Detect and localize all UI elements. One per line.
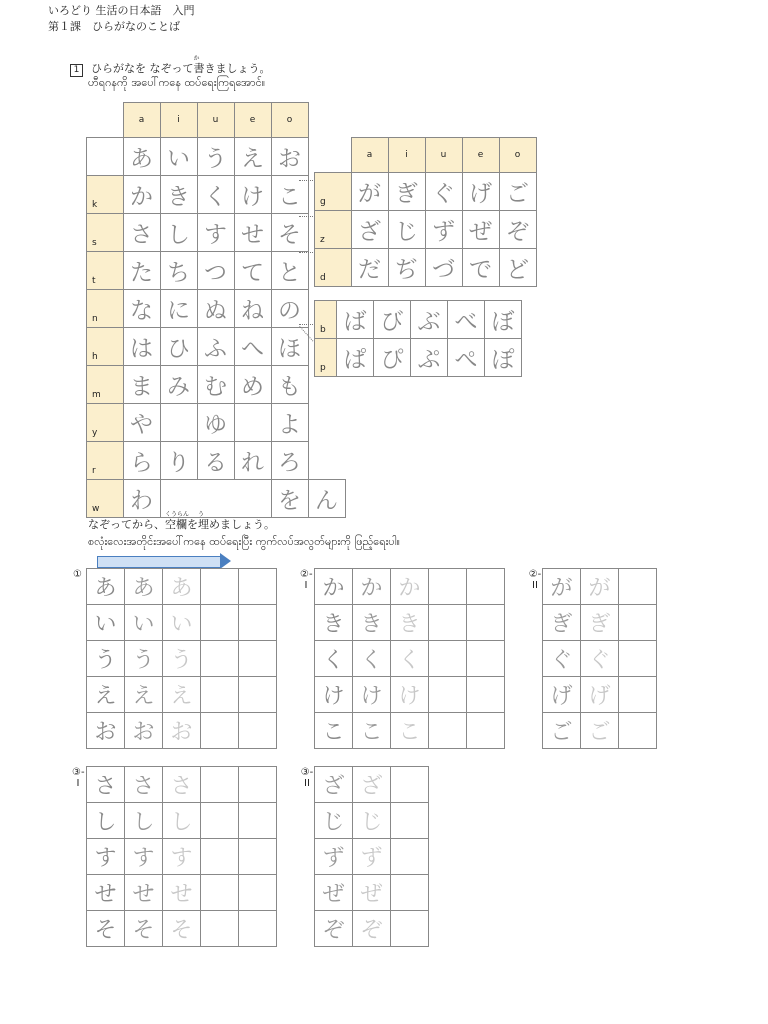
trace-cell: え [125,677,163,713]
kana-cell: ば [337,301,374,339]
trace-cell: か [353,569,391,605]
vowel-header-e: e [234,103,271,138]
blank-practice-cell [201,569,239,605]
kanji-text: 埋 [198,518,209,531]
kana-cell: ふ [197,327,234,365]
kana-cell: を [271,479,308,517]
blank-practice-cell [391,875,429,911]
kana-cell: び [374,301,411,339]
trace-cell: し [125,803,163,839]
blank-practice-cell [201,605,239,641]
kanji-text: 空欄 [165,518,187,531]
kana-cell: く [197,175,234,213]
kana-cell: る [197,441,234,479]
ruby-text: う [198,511,205,518]
main-row-label: r [87,441,124,479]
vowel-header-u: u [197,103,234,138]
instruction-2-my: စလုံးလေးအတိုင်းအပေါ်ကနေ ထပ်ရေးပြီး ကွက်လပ်အလွတ်များကို ဖြည့်ရေးပါ။ [88,535,400,548]
trace-cell: が [543,569,581,605]
trace-cell: じ [315,803,353,839]
blank-practice-cell [619,605,657,641]
blank-practice-cell [201,713,239,749]
ruby-kanji [165,511,190,531]
kana-cell: こ [271,175,308,213]
trace-cell: ぎ [543,605,581,641]
trace-cell: い [87,605,125,641]
corner-cell [315,138,352,173]
kana-cell: ざ [351,210,388,248]
kana-cell: で [462,248,499,286]
empty-cell [160,403,197,441]
main-row-label: w [87,479,124,517]
blank-practice-cell [391,911,429,947]
trace-cell: う [125,641,163,677]
trace-cell: ご [581,713,619,749]
vowel-header-a: a [123,103,160,138]
kana-cell: も [271,365,308,403]
trace-cell: さ [87,767,125,803]
kana-cell: の [271,289,308,327]
vowel-header-o: o [499,138,536,173]
blank-practice-cell [391,803,429,839]
main-row-label: k [87,175,124,213]
kana-cell: め [234,365,271,403]
blank-practice-cell [239,569,277,605]
blank-practice-cell [239,803,277,839]
kana-cell: ぐ [425,172,462,210]
trace-cell: こ [391,713,429,749]
blank-practice-cell [201,839,239,875]
vowel-header-i: i [388,138,425,173]
trace-cell: あ [125,569,163,605]
kana-cell: ぬ [197,289,234,327]
blank-practice-cell [201,803,239,839]
blank-practice-cell [467,641,505,677]
hiragana-main-table [86,102,346,518]
trace-cell: う [163,641,201,677]
trace-cell: そ [163,911,201,947]
kana-cell: ぢ [388,248,425,286]
practice-grid-3-2 [314,766,429,947]
blank-practice-cell [239,677,277,713]
trace-cell: お [87,713,125,749]
trace-cell: ぜ [315,875,353,911]
kana-cell: は [123,327,160,365]
trace-cell: げ [581,677,619,713]
trace-cell: ぎ [581,605,619,641]
empty-cell [234,403,271,441]
kana-cell: え [234,137,271,175]
main-row-label: n [87,289,124,327]
trace-cell: こ [315,713,353,749]
practice-label-2-2: ②-II [528,569,542,591]
main-row-label: s [87,213,124,251]
trace-cell: ぐ [581,641,619,677]
blank-practice-cell [201,875,239,911]
practice-grid-1 [86,568,277,749]
kana-cell: か [123,175,160,213]
kana-cell: れ [234,441,271,479]
trace-cell: ず [353,839,391,875]
trace-cell: ぐ [543,641,581,677]
kana-cell: な [123,289,160,327]
trace-cell: く [391,641,429,677]
practice-label-2-1: ②-I [300,569,313,591]
kana-cell: じ [388,210,425,248]
handakuten-table [314,300,522,377]
kana-cell: し [160,213,197,251]
main-row-label: y [87,403,124,441]
lesson-title: 第１課 ひらがなのことば [48,20,180,33]
kana-cell: げ [462,172,499,210]
kana-cell: ぱ [337,339,374,377]
connector-z [299,216,313,217]
instruction-1-tail: きましょう。 [204,62,271,75]
blank-practice-cell [239,911,277,947]
blank-practice-cell [239,641,277,677]
blank-practice-cell [391,767,429,803]
dakuten-table [314,137,537,287]
worksheet-title: いろどり 生活の日本語 入門 [48,4,195,17]
blank-practice-cell [201,641,239,677]
trace-cell: き [391,605,429,641]
trace-cell: ざ [315,767,353,803]
kana-cell: ま [123,365,160,403]
blank-practice-cell [429,713,467,749]
trace-cell: け [391,677,429,713]
kana-cell: わ [123,479,160,517]
handakuten-row-label: b [315,301,337,339]
practice-grid-3-1 [86,766,277,947]
kana-cell: さ [123,213,160,251]
kana-cell: た [123,251,160,289]
trace-cell: あ [87,569,125,605]
blank-practice-cell [239,767,277,803]
kana-cell: お [271,137,308,175]
blank-practice-cell [239,875,277,911]
blank-practice-cell [429,641,467,677]
trace-cell: ぞ [353,911,391,947]
trace-cell: し [163,803,201,839]
instruction-number: 1 [70,64,83,77]
kana-cell: ぼ [485,301,522,339]
trace-cell: す [87,839,125,875]
kana-cell: ら [123,441,160,479]
trace-cell: け [315,677,353,713]
handakuten-row-label: p [315,339,337,377]
trace-cell: ず [315,839,353,875]
main-row-label [87,137,124,175]
ruby-kanji [193,55,205,75]
kana-cell: ぶ [411,301,448,339]
practice-grid-2-2 [542,568,657,749]
practice-label-1: ① [73,569,82,580]
kana-cell: ぺ [448,339,485,377]
instruction-2-tail: めましょう。 [209,518,275,531]
kana-cell: へ [234,327,271,365]
kana-cell: つ [197,251,234,289]
trace-cell: か [315,569,353,605]
blank-practice-cell [619,569,657,605]
kana-cell: て [234,251,271,289]
blank-practice-cell [467,569,505,605]
trace-cell: さ [125,767,163,803]
kana-cell: よ [271,403,308,441]
trace-cell: す [163,839,201,875]
trace-cell: く [315,641,353,677]
trace-cell: ぜ [353,875,391,911]
trace-cell: き [315,605,353,641]
kana-cell: り [160,441,197,479]
trace-cell: え [163,677,201,713]
trace-cell: が [581,569,619,605]
trace-cell: く [353,641,391,677]
trace-cell: け [353,677,391,713]
trace-cell: か [391,569,429,605]
blank-practice-cell [201,767,239,803]
trace-cell: せ [163,875,201,911]
trace-cell: ざ [353,767,391,803]
trace-cell: そ [87,911,125,947]
trace-cell: さ [163,767,201,803]
kana-cell: ど [499,248,536,286]
direction-arrow-shaft [97,556,221,568]
vowel-header-a: a [351,138,388,173]
kana-cell: ね [234,289,271,327]
dakuten-row-label: g [315,172,352,210]
kana-cell: う [197,137,234,175]
vowel-header-u: u [425,138,462,173]
kana-cell: や [123,403,160,441]
trace-cell: じ [353,803,391,839]
trace-cell: う [87,641,125,677]
connector-b [299,324,313,325]
trace-cell: お [163,713,201,749]
vowel-header-o: o [271,103,308,138]
trace-cell: す [125,839,163,875]
vowel-header-i: i [160,103,197,138]
kana-cell: ち [160,251,197,289]
kana-cell: ず [425,210,462,248]
blank-practice-cell [201,911,239,947]
ruby-text: くうらん [165,511,190,518]
trace-cell: ご [543,713,581,749]
kana-cell: ろ [271,441,308,479]
blank-practice-cell [467,605,505,641]
kana-cell: ぜ [462,210,499,248]
blank-practice-cell [619,641,657,677]
trace-cell: お [125,713,163,749]
ruby-kanji [198,511,209,531]
kana-cell: む [197,365,234,403]
blank-practice-cell [429,569,467,605]
practice-label-3-2: ③-II [300,767,314,789]
main-row-label: m [87,365,124,403]
blank-practice-cell [239,839,277,875]
trace-cell: い [125,605,163,641]
kana-cell: ご [499,172,536,210]
kana-cell: ほ [271,327,308,365]
main-row-label: h [87,327,124,365]
kana-cell: い [160,137,197,175]
blank-practice-cell [201,677,239,713]
blank-practice-cell [467,677,505,713]
kana-cell: そ [271,213,308,251]
trace-cell: あ [163,569,201,605]
instruction-2-ja [88,511,275,532]
main-row-label: t [87,251,124,289]
vowel-header-e: e [462,138,499,173]
kana-cell: が [351,172,388,210]
trace-cell: せ [125,875,163,911]
dakuten-row-label: d [315,248,352,286]
trace-cell: せ [87,875,125,911]
blank-practice-cell [619,677,657,713]
kana-cell: と [271,251,308,289]
ruby-text: か [193,55,200,62]
instruction-2-text: なぞってから、 [88,518,165,531]
blank-practice-cell [619,713,657,749]
kana-cell: ぽ [485,339,522,377]
trace-cell: こ [353,713,391,749]
kana-cell: ぞ [499,210,536,248]
kana-cell: せ [234,213,271,251]
kana-cell: ん [308,479,345,517]
trace-cell: そ [125,911,163,947]
kana-cell: ぷ [411,339,448,377]
connector-d [299,252,313,253]
blank-practice-cell [239,605,277,641]
blank-practice-cell [429,605,467,641]
instruction-1-ja [70,55,271,77]
connector-g [299,180,313,181]
blank-practice-cell [391,839,429,875]
corner-cell [87,103,124,138]
trace-cell: げ [543,677,581,713]
kana-cell: み [160,365,197,403]
trace-cell: き [353,605,391,641]
trace-cell: い [163,605,201,641]
trace-cell: し [87,803,125,839]
kana-cell: ゆ [197,403,234,441]
kana-cell: に [160,289,197,327]
kana-cell: ぴ [374,339,411,377]
blank-practice-cell [429,677,467,713]
blank-practice-cell [239,713,277,749]
instruction-1-my: ဟီရဂနကို အပေါ်ကနေ ထပ်ရေးကြရအောင်။ [88,76,266,89]
kana-cell: だ [351,248,388,286]
practice-label-3-1: ③-I [72,767,85,789]
kana-cell: ぎ [388,172,425,210]
kanji-text: 書 [193,62,205,75]
kana-cell: ひ [160,327,197,365]
kana-cell: づ [425,248,462,286]
practice-grid-2-1 [314,568,505,749]
blank-practice-cell [467,713,505,749]
direction-arrow-head [220,553,231,569]
instruction-1-text: ひらがなを なぞって [91,62,194,75]
trace-cell: ぞ [315,911,353,947]
trace-cell: え [87,677,125,713]
kana-cell: あ [123,137,160,175]
kana-cell: け [234,175,271,213]
kana-cell: べ [448,301,485,339]
instruction-2-mid: を [187,518,198,531]
kana-cell: き [160,175,197,213]
dakuten-row-label: z [315,210,352,248]
kana-cell: す [197,213,234,251]
